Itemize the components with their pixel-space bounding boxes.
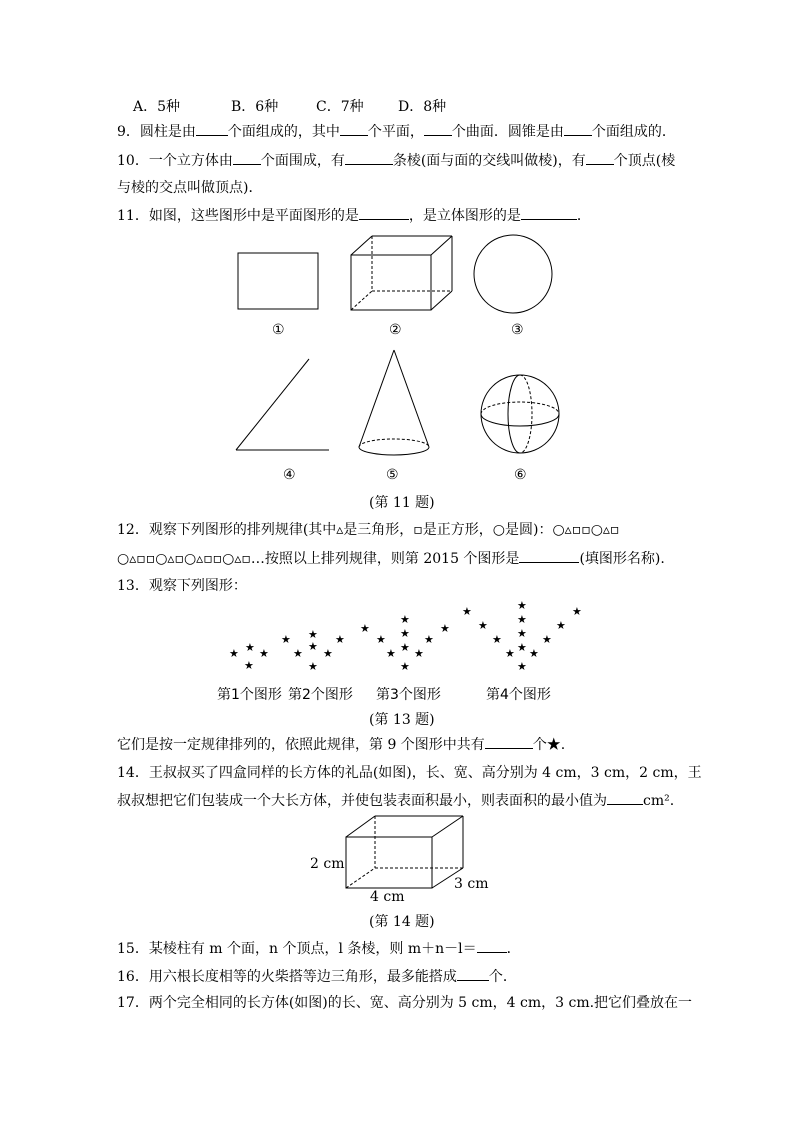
q9-text-4: 个曲面．圆锥是由	[451, 124, 564, 140]
question-14: 14．王叔叔买了四盒同样的长方体的礼品(如图)，长、宽、高分别为 4 cm，3 cm，2 cm，王	[117, 765, 702, 781]
q14-text-1: 叔叔想把它们包装成一个大长方体，并使包装表面积最小，则表面积的最小值为	[117, 793, 607, 809]
star-icon: ★	[492, 633, 502, 646]
star-icon: ★	[400, 660, 410, 673]
star-icon: ★	[360, 622, 370, 635]
label-figure-4: ④	[283, 467, 296, 483]
star-icon: ★	[556, 619, 566, 632]
label-pattern-3: 第3个图形	[376, 687, 441, 703]
question-12: 12．观察下列图形的排列规律(其中▵是三角形，▫是正方形，○是圆)：○▵▫▫○▵▫	[117, 522, 620, 538]
dim-height: 2 cm	[310, 856, 345, 872]
label-pattern-1: 第1个图形	[217, 687, 282, 703]
option-a: A．5种	[133, 99, 181, 115]
q9-text-2: 个面组成的，其中	[227, 124, 340, 140]
caption-q11: (第 11 题)	[369, 495, 435, 511]
star-icon: ★	[517, 660, 527, 673]
star-icon: ★	[517, 627, 527, 640]
star-icon: ★	[259, 647, 269, 660]
label-figure-6: ⑥	[514, 467, 527, 483]
q16-text-1: 16．用六根长度相等的火柴搭等边三角形，最多能搭成	[117, 969, 457, 985]
q11-text-1: 11．如图，这些图形中是平面图形的是	[117, 208, 359, 224]
star-icon: ★	[414, 647, 424, 660]
question-16	[117, 966, 517, 987]
star-icon: ★	[308, 628, 318, 641]
q15-blank	[477, 938, 507, 953]
star-icon: ★	[244, 659, 254, 672]
star-icon: ★	[308, 660, 318, 673]
q11-text-3: ．	[576, 208, 591, 224]
star-icon: ★	[229, 647, 239, 660]
question-15	[117, 938, 521, 959]
star-icon: ★	[308, 640, 318, 653]
star-icon: ★	[505, 647, 515, 660]
q16-blank	[457, 966, 489, 981]
q16-text-2: 个．	[488, 969, 517, 985]
q9-text-3: 个平面，	[367, 124, 424, 140]
star-icon: ★	[572, 605, 582, 618]
dim-length: 4 cm	[370, 889, 405, 905]
option-b: B．6种	[231, 99, 279, 115]
star-icon: ★	[245, 641, 255, 654]
label-figure-1: ①	[272, 322, 285, 338]
star-icon: ★	[529, 647, 539, 660]
star-icon: ★	[542, 633, 552, 646]
question-17: 17．两个完全相同的长方体(如图)的长、宽、高分别为 5 cm，4 cm，3 cm.把它们叠放在一	[117, 995, 693, 1011]
q13-text-2: 个★.	[532, 737, 566, 753]
star-icon: ★	[440, 622, 450, 635]
q13-text-1: 它们是按一定规律排列的，依照此规律，第 9 个图形中共有	[117, 737, 485, 753]
label-pattern-2: 第2个图形	[288, 687, 353, 703]
star-icon: ★	[478, 619, 488, 632]
star-icon: ★	[335, 633, 345, 646]
q12-text-1: ○▵▫▫○▵▫○▵▫▫○▵▫…按照以上排列规律，则第 2015 个图形是	[117, 551, 520, 567]
q12-text-2: (填图形名称).	[579, 551, 665, 567]
star-icon: ★	[386, 647, 396, 660]
star-icon: ★	[293, 647, 303, 660]
q10-text-4: 个顶点(棱	[613, 153, 676, 169]
q15-text-2: ．	[506, 941, 521, 957]
dim-width: 3 cm	[454, 876, 489, 892]
q14-text-2: cm².	[643, 793, 675, 809]
star-icon: ★	[400, 613, 410, 626]
star-icon: ★	[517, 641, 527, 654]
q9-text-5: 个面组成的．	[591, 124, 676, 140]
caption-q14: (第 14 题)	[369, 914, 435, 930]
label-pattern-4: 第4个图形	[486, 687, 551, 703]
option-d: D．8种	[398, 99, 447, 115]
star-icon: ★	[376, 633, 386, 646]
q15-text-1: 15．某棱柱有 m 个面，n 个顶点，l 条棱，则 m＋n－l＝	[117, 941, 477, 957]
q10-text-2: 个面围成，有	[260, 153, 345, 169]
q10-text-3: 条棱(面与面的交线叫做棱)，有	[392, 153, 586, 169]
star-icon: ★	[323, 647, 333, 660]
option-c: C．7种	[316, 99, 364, 115]
q10-text-1: 10．一个立方体由	[117, 153, 233, 169]
q9-text-1: 9．圆柱是由	[117, 124, 196, 140]
label-figure-5: ⑤	[386, 467, 399, 483]
star-icon: ★	[517, 599, 527, 612]
caption-q13: (第 13 题)	[369, 712, 435, 728]
star-icon: ★	[424, 633, 434, 646]
star-icon: ★	[281, 633, 291, 646]
star-icon: ★	[462, 605, 472, 618]
star-icon: ★	[400, 627, 410, 640]
question-13: 13．观察下列图形：	[117, 578, 247, 594]
question-10-line-2: 与棱的交点叫做顶点)．	[117, 180, 263, 196]
star-icon: ★	[400, 641, 410, 654]
label-figure-3: ③	[511, 322, 524, 338]
star-icon: ★	[517, 613, 527, 626]
label-figure-2: ②	[389, 322, 402, 338]
q11-text-2: ，是立体图形的是	[408, 208, 521, 224]
